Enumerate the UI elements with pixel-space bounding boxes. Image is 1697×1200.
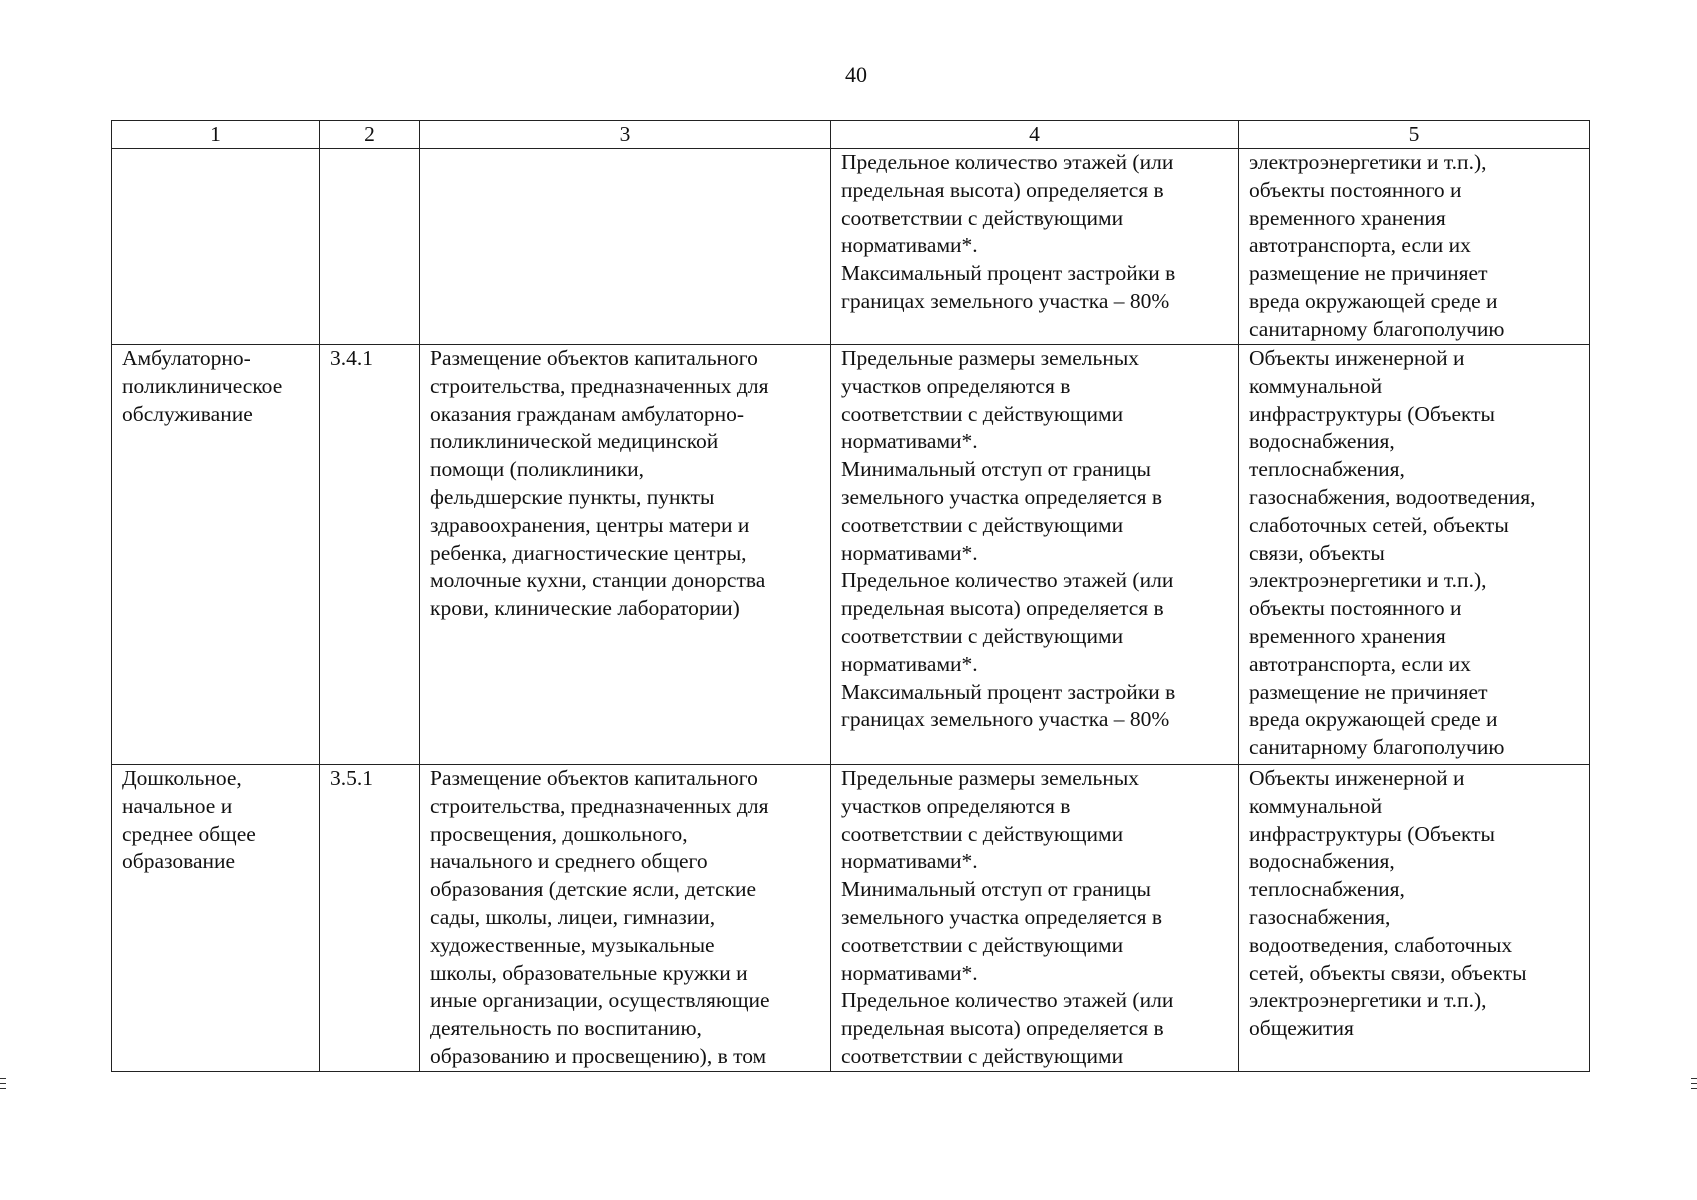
cell-text-line: вреда окружающей среде и: [1249, 288, 1498, 313]
cell-text-line: Максимальный процент застройки в: [841, 261, 1176, 286]
cell-text-line: соответствии с действующими: [841, 821, 1124, 846]
cell-text-line: Предельные размеры земельных: [841, 346, 1140, 370]
cell-text-line: ребенка, диагностические центры,: [430, 540, 747, 565]
cell-text-line: объекты постоянного и: [1249, 596, 1462, 621]
cell-text-line: сетей, объекты связи, объекты: [1249, 960, 1527, 985]
cell-text-line: объекты постоянного и: [1249, 177, 1462, 202]
cell-text-line: Предельные размеры земельных: [841, 766, 1140, 790]
left-margin-mark: [0, 1088, 6, 1089]
cell-text-line: здравоохранения, центры матери и: [430, 512, 750, 537]
cell-text-line: размещение не причиняет: [1249, 679, 1488, 704]
cell-text-line: слаботочных сетей, объекты: [1249, 512, 1509, 537]
table-row: [112, 765, 1590, 1072]
right-margin-mark: [1691, 1088, 1697, 1089]
cell-text-line: водоснабжения,: [1249, 849, 1395, 874]
cell-description: [420, 345, 831, 765]
cell-auxiliary-uses: [1239, 345, 1590, 765]
cell-text-line: границах земельного участка – 80%: [841, 707, 1170, 732]
cell-text-line: образование: [122, 849, 236, 874]
column-header-3: 3: [420, 121, 831, 149]
cell-text-line: соответствии с действующими: [841, 932, 1124, 957]
cell-text-line: Дошкольное,: [122, 766, 242, 790]
cell-text-line: земельного участка определяется в: [841, 904, 1162, 929]
cell-text-line: газоснабжения,: [1249, 904, 1391, 929]
cell-code: [320, 345, 420, 765]
cell-text-line: электроэнергетики и т.п.),: [1249, 568, 1487, 593]
cell-text-line: Предельное количество этажей (или: [841, 568, 1174, 593]
cell-parameters: [831, 345, 1239, 765]
cell-text-line: нормативами*.: [841, 429, 978, 454]
cell-text-line: строительства, предназначенных для: [430, 373, 769, 398]
table-row: [112, 345, 1590, 765]
cell-text-line: автотранспорта, если их: [1249, 233, 1471, 258]
cell-text-line: предельная высота) определяется в: [841, 177, 1164, 202]
cell-land-use-name: [112, 149, 320, 345]
cell-text-line: Минимальный отступ от границы: [841, 457, 1151, 482]
cell-land-use-name: [112, 765, 320, 1072]
cell-auxiliary-uses: [1239, 765, 1590, 1072]
cell-text-line: нормативами*.: [841, 233, 978, 258]
table-row: [112, 149, 1590, 345]
cell-text-line: нормативами*.: [841, 960, 978, 985]
cell-text-line: инфраструктуры (Объекты: [1249, 401, 1496, 426]
cell-land-use-name: [112, 345, 320, 765]
cell-text-line: начального и среднего общего: [430, 849, 708, 874]
cell-text-line: строительства, предназначенных для: [430, 793, 769, 818]
cell-text-line: Объекты инженерной и: [1249, 766, 1465, 790]
cell-text-line: электроэнергетики и т.п.),: [1249, 988, 1487, 1013]
column-header-5: 5: [1239, 121, 1590, 149]
cell-text-line: соответствии с действующими: [841, 401, 1124, 426]
cell-text-line: иные организации, осуществляющие: [430, 988, 770, 1013]
cell-text-line: участков определяются в: [841, 793, 1071, 818]
cell-code: [320, 149, 420, 345]
cell-text-line: коммунальной: [1249, 793, 1383, 818]
cell-text-line: Предельное количество этажей (или: [841, 988, 1174, 1013]
cell-text-line: вреда окружающей среде и: [1249, 707, 1498, 732]
left-margin-mark: [0, 1083, 6, 1084]
cell-text-line: поликлинической медицинской: [430, 429, 719, 454]
cell-text-line: соответствии с действующими: [841, 512, 1124, 537]
cell-text-line: автотранспорта, если их: [1249, 651, 1471, 676]
cell-text-line: Размещение объектов капитального: [430, 766, 758, 790]
cell-text-line: соответствии с действующими: [841, 623, 1124, 648]
cell-text-line: газоснабжения, водоотведения,: [1249, 484, 1536, 509]
cell-text-line: теплоснабжения,: [1249, 877, 1405, 902]
cell-text-line: нормативами*.: [841, 540, 978, 565]
cell-text-line: Амбулаторно-: [122, 346, 251, 370]
column-header-2: 2: [320, 121, 420, 149]
cell-text-line: коммунальной: [1249, 373, 1383, 398]
cell-text-line: санитарному благополучию: [1249, 735, 1505, 760]
cell-text-line: предельная высота) определяется в: [841, 1016, 1164, 1041]
cell-text-line: Предельное количество этажей (или: [841, 150, 1174, 174]
cell-text-line: участков определяются в: [841, 373, 1071, 398]
cell-text-line: 3.4.1: [330, 346, 373, 370]
cell-text-line: просвещения, дошкольного,: [430, 821, 688, 846]
cell-text-line: нормативами*.: [841, 651, 978, 676]
cell-text-line: инфраструктуры (Объекты: [1249, 821, 1496, 846]
cell-text-line: Объекты инженерной и: [1249, 346, 1465, 370]
cell-text-line: образованию и просвещению), в том: [430, 1043, 767, 1068]
cell-text-line: помощи (поликлиники,: [430, 457, 645, 482]
cell-text-line: временного хранения: [1249, 623, 1446, 648]
cell-parameters: [831, 765, 1239, 1072]
cell-description: [420, 149, 831, 345]
left-margin-mark: [0, 1078, 6, 1079]
cell-code: [320, 765, 420, 1072]
cell-text-line: Максимальный процент застройки в: [841, 679, 1176, 704]
cell-text-line: Минимальный отступ от границы: [841, 877, 1151, 902]
cell-text-line: санитарному благополучию: [1249, 316, 1505, 341]
cell-text-line: земельного участка определяется в: [841, 484, 1162, 509]
cell-text-line: деятельность по воспитанию,: [430, 1016, 702, 1041]
cell-text-line: сады, школы, лицеи, гимназии,: [430, 904, 716, 929]
cell-text-line: границах земельного участка – 80%: [841, 288, 1170, 313]
cell-text-line: общежития: [1249, 1016, 1354, 1041]
cell-text-line: образования (детские ясли, детские: [430, 877, 757, 902]
zoning-table: [111, 120, 1590, 1072]
cell-text-line: соответствии с действующими: [841, 205, 1124, 230]
cell-text-line: электроэнергетики и т.п.),: [1249, 150, 1487, 174]
cell-text-line: размещение не причиняет: [1249, 261, 1488, 286]
cell-text-line: теплоснабжения,: [1249, 457, 1405, 482]
cell-text-line: фельдшерские пункты, пункты: [430, 484, 715, 509]
cell-text-line: школы, образовательные кружки и: [430, 960, 748, 985]
table-header-row: [112, 121, 1590, 149]
right-margin-mark: [1691, 1083, 1697, 1084]
cell-text-line: обслуживание: [122, 401, 253, 426]
cell-text-line: Размещение объектов капитального: [430, 346, 758, 370]
right-margin-mark: [1691, 1078, 1697, 1079]
cell-text-line: поликлиническое: [122, 373, 283, 398]
cell-text-line: водоснабжения,: [1249, 429, 1395, 454]
cell-text-line: водоотведения, слаботочных: [1249, 932, 1513, 957]
cell-text-line: нормативами*.: [841, 849, 978, 874]
cell-text-line: связи, объекты: [1249, 540, 1385, 565]
cell-text-line: предельная высота) определяется в: [841, 596, 1164, 621]
cell-text-line: среднее общее: [122, 821, 256, 846]
cell-text-line: крови, клинические лаборатории): [430, 596, 740, 621]
cell-parameters: [831, 149, 1239, 345]
cell-text-line: соответствии с действующими: [841, 1043, 1124, 1068]
column-header-1: 1: [112, 121, 320, 149]
cell-text-line: начальное и: [122, 793, 233, 818]
cell-text-line: временного хранения: [1249, 205, 1446, 230]
cell-text-line: молочные кухни, станции донорства: [430, 568, 766, 593]
cell-text-line: 3.5.1: [330, 766, 373, 790]
cell-text-line: оказания гражданам амбулаторно-: [430, 401, 745, 426]
page-number: 40: [845, 62, 867, 87]
cell-text-line: художественные, музыкальные: [430, 932, 715, 957]
cell-description: [420, 765, 831, 1072]
column-header-4: 4: [831, 121, 1239, 149]
cell-auxiliary-uses: [1239, 149, 1590, 345]
